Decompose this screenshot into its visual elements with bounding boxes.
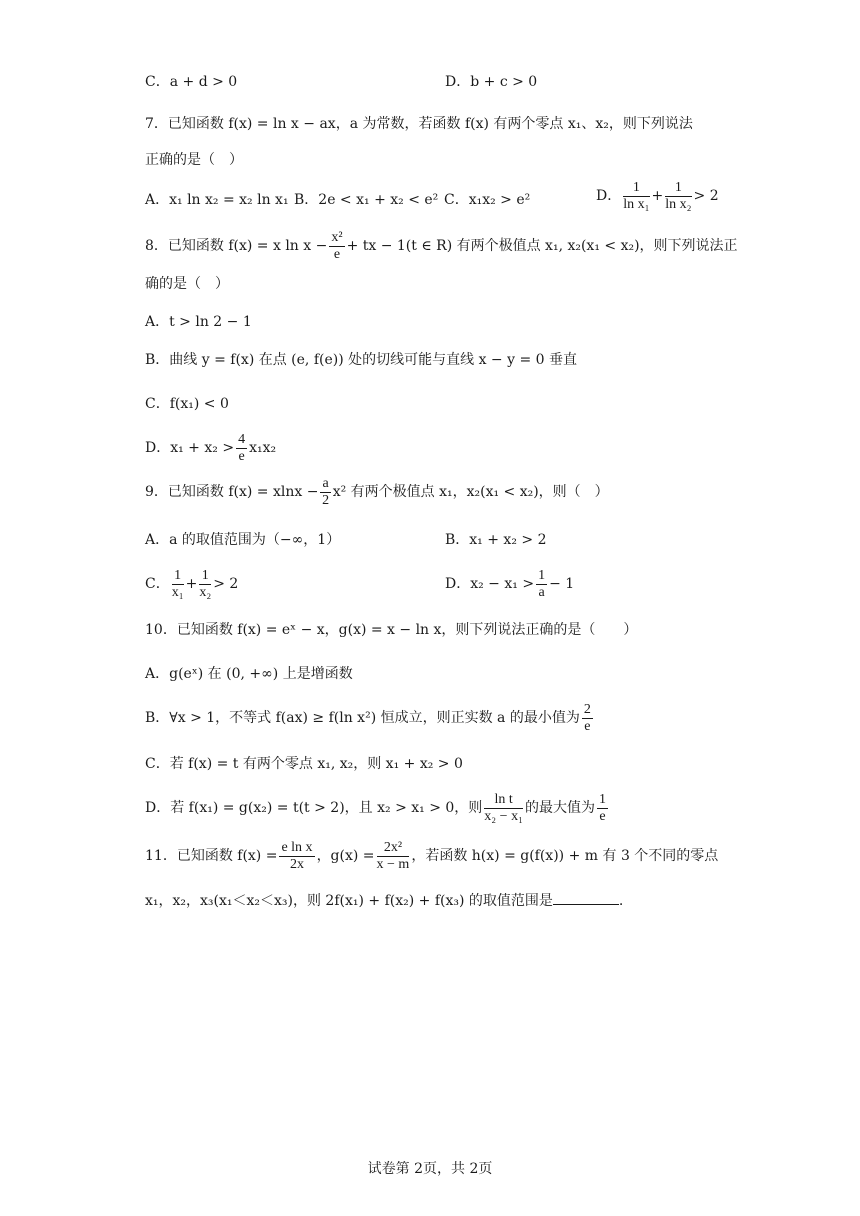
q10-option-a: A．g(eˣ) 在 (0, +∞) 上是增函数 xyxy=(145,666,353,682)
q9-option-c-frac1: $\frac{1}{\text{x₁}}$ xyxy=(171,567,184,600)
q9-stem-frac: $\frac{a}{2}$ xyxy=(322,475,330,508)
q11-stem-line2 xyxy=(145,890,623,911)
q8-option-d-prefix: D．x₁ + x₂ > xyxy=(145,440,235,456)
q10-option-c: C．若 f(x) = t 有两个零点 x₁, x₂，则 x₁ + x₂ > 0 xyxy=(145,756,463,772)
q11-g-frac: $\frac{\text{2x²}}{x - m}$ xyxy=(376,839,410,872)
q9-option-c-frac2: $\frac{1}{\text{x₂}}$ xyxy=(199,567,212,600)
q8-stem-line1 xyxy=(145,228,738,264)
q10-stem: 10．已知函数 f(x) = eˣ − x，g(x) = x − ln x，则下列说法正确的是（ ） xyxy=(145,622,638,638)
q10-option-d-frac2: $\frac{1}{e}$ xyxy=(598,791,606,824)
q11-stem-part1: 11．已知函数 f(x) = xyxy=(145,848,278,864)
q11-stem-line1 xyxy=(145,836,718,876)
q7-option-b: B．2e < x₁ + x₂ < e² xyxy=(294,192,439,208)
q10-option-b-prefix: B．∀x > 1，不等式 f(ax) ≥ f(ln x²) 恒成立，则正实数 a 的最小值为 xyxy=(145,710,580,726)
q9-stem-part2: x² 有两个极值点 x₁，x₂(x₁ < x₂)，则（ ） xyxy=(332,484,609,500)
q7-option-d-frac1: $\frac{1}{\text{ln x₁}}$ xyxy=(623,179,650,212)
q7-option-d-frac2: $\frac{1}{\text{ln x₂}}$ xyxy=(665,179,692,212)
q8-stem-frac: $\frac{\text{x²}}{e}$ xyxy=(331,229,343,262)
q7-option-d-tail: > 2 xyxy=(693,188,719,204)
q9-option-d-frac: $\frac{1}{a}$ xyxy=(538,567,546,600)
q6-option-d: D．b + c > 0 xyxy=(445,74,538,90)
q8-stem-part1: 8．已知函数 f(x) = x ln x − xyxy=(145,238,328,254)
q7-option-d-plus: + xyxy=(651,188,664,204)
q10-option-d xyxy=(145,788,610,828)
q11-stem-part2: ，g(x) = xyxy=(316,848,375,864)
q9-option-d-prefix: D．x₂ − x₁ > xyxy=(445,576,535,592)
q6-option-c: C．a + d > 0 xyxy=(145,74,238,90)
q11-f-frac: $\frac{\text{e ln x}}{2x}$ xyxy=(281,839,313,872)
page-footer: 试卷第 2页，共 2页 xyxy=(367,1161,493,1177)
q10-option-b-frac: $\frac{2}{e}$ xyxy=(583,701,591,734)
q8-stem-part2: + tx − 1(t ∈ R) 有两个极值点 x₁, x₂(x₁ < x₂)，则下列说法正 xyxy=(346,238,738,254)
q8-option-d xyxy=(145,428,276,468)
q7-option-d-prefix: D． xyxy=(596,188,622,204)
q10-option-b xyxy=(145,700,595,736)
q11-line2-end: . xyxy=(618,893,624,909)
q8-stem-line2: 确的是（ ） xyxy=(145,276,229,292)
q7-option-c: C．x₁x₂ > e² xyxy=(444,192,531,208)
q10-option-d-mid: 的最大值为 xyxy=(524,800,595,816)
q9-option-c-plus: + xyxy=(185,576,198,592)
q9-option-c-tail: > 2 xyxy=(213,576,239,592)
q9-option-c xyxy=(145,564,238,604)
q9-option-d-tail: − 1 xyxy=(549,576,575,592)
q9-option-d xyxy=(445,564,574,604)
q7-option-a: A．x₁ ln x₂ = x₂ ln x₁ xyxy=(145,192,289,208)
q9-stem xyxy=(145,474,609,510)
q9-option-c-prefix: C． xyxy=(145,576,170,592)
q7-option-d xyxy=(596,178,719,214)
q8-option-c: C．f(x₁) < 0 xyxy=(145,396,229,412)
q10-option-d-prefix: D．若 f(x₁) = g(x₂) = t(t > 2)，且 x₂ > x₁ > 0，则 xyxy=(145,800,483,816)
q9-option-b: B．x₁ + x₂ > 2 xyxy=(445,532,547,548)
q8-option-d-frac: $\frac{4}{e}$ xyxy=(238,431,246,464)
q7-stem-line1: 7．已知函数 f(x) = ln x − ax，a 为常数，若函数 f(x) 有两个零点 x₁、x₂，则下列说法 xyxy=(145,116,693,132)
q8-option-b: B．曲线 y = f(x) 在点 (e, f(e)) 处的切线可能与直线 x − y = 0 垂直 xyxy=(145,352,578,368)
q11-stem-part3: ，若函数 h(x) = g(f(x)) + m 有 3 个不同的零点 xyxy=(411,848,719,864)
q11-answer-blank[interactable] xyxy=(553,890,619,905)
q9-option-a: A．a 的取值范围为（−∞，1） xyxy=(145,532,341,548)
q11-line2-text: x₁，x₂，x₃(x₁＜x₂＜x₃)，则 2f(x₁) + f(x₂) + f(x₃) 的取值范围是 xyxy=(145,893,553,909)
q9-stem-part1: 9．已知函数 f(x) = xlnx − xyxy=(145,484,319,500)
q7-stem-line2: 正确的是（ ） xyxy=(145,152,243,168)
q10-option-d-frac1: $\frac{\text{ln t}}{\text{x₂ − x₁}}$ xyxy=(484,791,523,824)
q8-option-a: A．t > ln 2 − 1 xyxy=(145,314,252,330)
q8-option-d-tail: x₁x₂ xyxy=(249,440,277,456)
